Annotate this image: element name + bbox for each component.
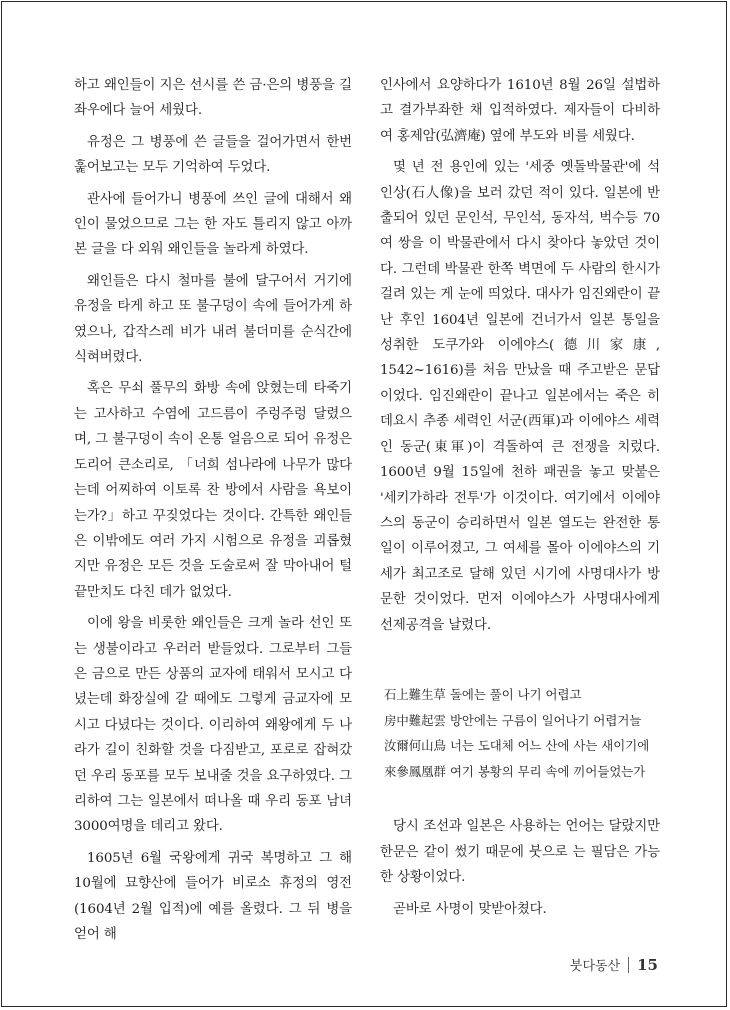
paragraph: 몇 년 전 용인에 있는 '세중 옛돌박물관'에 석인상(石人像)을 보러 갔던 적이 있다. 일본에 반출되어 있던 문인석, 무인석, 동자석, 벅수등 70여 쌍을 이 박물관에서 다시 찾아다 놓았던 것이다. 그런데 박물관 한쪽 벽면에 두 사람의 한시가 걸려 있는 게 눈에 띄었다. 대사가 임진왜란이 끝난 후인 1604년 일본에 건너가서 일본 통일을 성취한 도쿠가와 이에야스(德川家康, 1542~1616)를 처음 만났을 때 주고받은 문답이었다. 임진왜란이 끝나고 일본에서는 죽은 히데요시 추종 세력인 서군(西軍)과 이에야스 세력인 동군(東軍)이 격돌하여 큰 전쟁을 치렀다. 1600년 9월 15일에 천하 패권을 놓고 맞붙은 '세키가하라 전투'가 이것이다. 여기에서 이에야스의 동군이 승리하면서 일본 열도는 완전한 통일이 이루어졌고, 그 여세를 몰아 이에야스의 기세가 최고조로 달해 있던 시기에 사명대사가 방문한 것이었다. 먼저 이에야스가 사명대사에게 선제공격을 날렸다. bbox=[380, 160, 660, 633]
poem-korean: 여기 봉황의 무리 속에 끼어들었는가 bbox=[449, 763, 646, 779]
poem-korean: 방안에는 구름이 일어나기 어렵거늘 bbox=[449, 712, 642, 728]
poem-hanja: 房中難起雲 bbox=[384, 712, 446, 728]
paragraph: 유정은 그 병풍에 쓴 글들을 걸어가면서 한번 훑어보고는 모두 기억하여 두었다. bbox=[74, 134, 352, 176]
poem-korean: 너는 도대체 어느 산에 사는 새이기에 bbox=[449, 738, 650, 754]
left-column bbox=[74, 73, 352, 953]
footer-divider bbox=[628, 957, 629, 973]
poem-line bbox=[384, 759, 660, 785]
paragraph: 왜인들은 다시 철마를 불에 달구어서 거기에 유정을 타게 하고 또 불구덩이 속에 들어가게 하였으나, 갑작스레 비가 내려 불더미를 순식간에 식혀버렸다. bbox=[74, 273, 352, 366]
paragraph: 1605년 6월 국왕에게 귀국 복명하고 그 해 10월에 묘향산에 들어가 비로소 휴정의 영전(1604년 2월 입적)에 예를 올렸다. 그 뒤 병을 얻어 해 bbox=[74, 850, 352, 942]
paragraph: 혹은 무쇠 풀무의 화방 속에 앉혔는데 타죽기는 고사하고 수염에 고드름이 주렁주렁 달렸으며, 그 불구덩이 속이 온통 얼음으로 되어 유정은 도리어 큰소리로, 「너희 섬나라에 나무가 많다는데 어찌하여 이토록 찬 방에서 사람을 욕보이는가?」하고 꾸짖었다는 것이다. 간특한 왜인들은 이밖에도 여러 가지 시험으로 유정을 괴롭혔지만 유정은 모든 것을 도술로써 잘 막아내어 털끝만치도 다친 데가 없었다. bbox=[74, 381, 352, 600]
page-number: 15 bbox=[637, 955, 658, 974]
paragraph: 하고 왜인들이 지은 선시를 쓴 금·은의 병풍을 길 좌우에다 늘어 세웠다. bbox=[74, 78, 352, 119]
poem-line bbox=[384, 682, 660, 708]
poem-hanja: 石上難生草 bbox=[384, 686, 446, 702]
poem-hanja: 汝爾何山鳥 bbox=[384, 738, 446, 754]
paragraph: 당시 조선과 일본은 사용하는 언어는 달랐지만 한문은 같이 썼기 때문에 붓으로 는 필담은 가능한 상황이었다. bbox=[380, 819, 660, 886]
paragraph: 인사에서 요양하다가 1610년 8월 26일 설법하고 결가부좌한 채 입적하였다. 제자들이 다비하여 홍제암(弘濟庵) 옆에 부도와 비를 세웠다. bbox=[380, 78, 660, 144]
page-footer bbox=[570, 955, 658, 974]
magazine-title: 붓다동산 bbox=[569, 959, 621, 974]
poem-line bbox=[384, 733, 660, 759]
poem-korean: 돌에는 풀이 나기 어렵고 bbox=[449, 686, 582, 702]
paragraph: 관사에 들어가니 병풍에 쓰인 글에 대해서 왜인이 물었으므로 그는 한 자도 틀리지 않고 아까 본 글을 다 외워 왜인들을 놀라게 하였다. bbox=[74, 191, 352, 258]
poem-line bbox=[384, 708, 660, 734]
paragraph: 곧바로 사명이 맞받아쳤다. bbox=[393, 901, 547, 917]
poem-block bbox=[380, 682, 660, 784]
poem-hanja: 來參鳳凰群 bbox=[384, 763, 446, 779]
right-column bbox=[380, 73, 660, 928]
paragraph: 이에 왕을 비롯한 왜인들은 크게 놀라 선인 또는 생불이라고 우러러 받들었다. 그로부터 그들은 금으로 만든 상품의 교자에 태워서 모시고 다녔는데 화장실에 갈 때에도 그렇게 금교자에 모시고 다녔다는 것이다. 이리하여 왜왕에게 두 나라가 길이 친화할 것을 다짐받고, 포로로 잡혀갔던 우리 동포를 모두 보내줄 것을 요구하였다. 그리하여 그는 일본에서 떠나올 때 우리 동포 남녀 3000여명을 데리고 왔다. bbox=[74, 616, 352, 835]
